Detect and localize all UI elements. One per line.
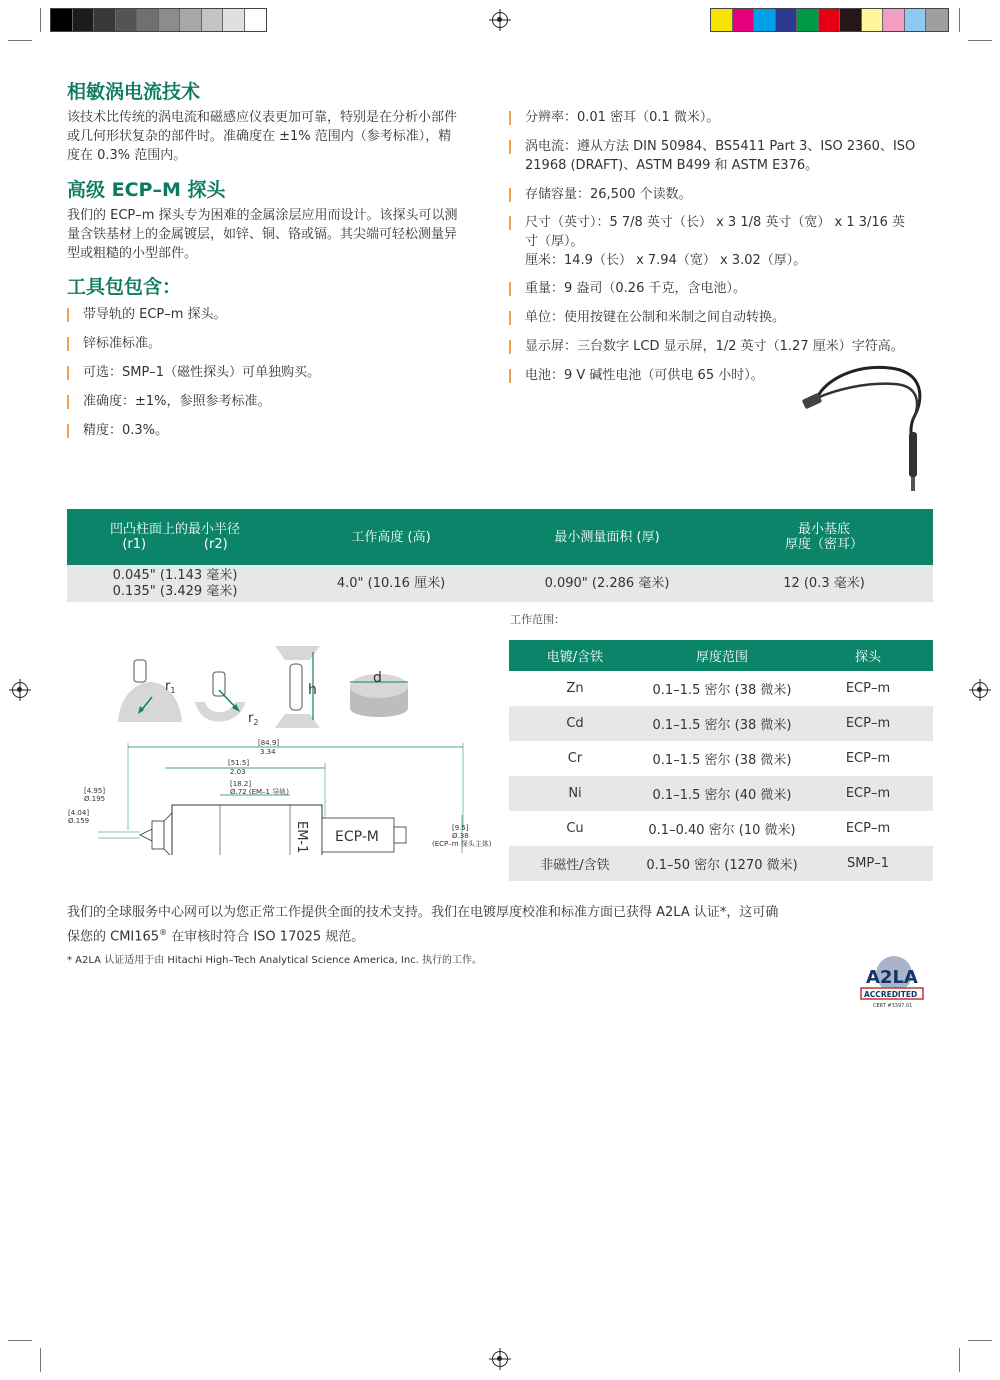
- kit-item: 准确度：±1%，参照参考标准。: [67, 392, 271, 411]
- range-table-header: [509, 640, 933, 671]
- color-swatch: [797, 9, 819, 31]
- range-table: [509, 640, 933, 881]
- gray-swatch: [116, 9, 138, 31]
- convex-surface-illustration: [118, 660, 182, 722]
- kit-item: 精度：0.3%。: [67, 421, 168, 440]
- text-span: 在审核时符合 ISO 17025 规范。: [167, 929, 365, 945]
- header-min-radius: [67, 509, 283, 565]
- crop-mark: [40, 1348, 41, 1372]
- color-swatch: [754, 9, 776, 31]
- header-probe: 探头: [803, 640, 933, 671]
- header-thickness: 厚度范围: [641, 640, 803, 671]
- dim-em-a: [18.2]: [230, 780, 252, 788]
- section-title-eddy-current: 相敏涡电流技术: [67, 81, 201, 103]
- concave-surface-illustration: [195, 672, 258, 727]
- dim-end-b: Ø.38: [452, 832, 469, 840]
- spec-table-header: [67, 509, 933, 565]
- color-swatch: [819, 9, 841, 31]
- h-label: h: [308, 682, 317, 698]
- text-line: 我们的全球服务中心网可以为您正常工作提供全面的技术支持。我们在电镀厚度校准和标准方面已获得 A2LA 认证*，这可确: [67, 905, 779, 920]
- text-line: 厘米：14.9（长） x 7.94（宽） x 3.02（厚）。: [525, 253, 807, 268]
- gray-swatch: [180, 9, 202, 31]
- em-1-label: EM-1: [294, 821, 309, 854]
- text-span: 保您的 CMI165: [67, 929, 160, 945]
- cell-text: 0.135" (3.429 毫米): [112, 583, 238, 599]
- spec-display: 显示屏：三台数字 LCD 显示屏，1/2 英寸（1.27 厘米）字符高。: [509, 337, 904, 356]
- text-line: 尺寸（英寸）：5 7/8 英寸（长） x 3 1/8 英寸（宽） x 1 3/16 英: [525, 215, 906, 230]
- registration-mark-icon: [972, 682, 988, 698]
- section-title-kit-contents: 工具包包含：: [67, 276, 182, 298]
- table-cell: 非磁性/含铁: [509, 846, 641, 881]
- spec-units: 单位：使用按键在公制和米制之间自动转换。: [509, 308, 785, 327]
- footnote: * A2LA 认证适用于由 Hitachi High–Tech Analytical Science America, Inc. 执行的工作。: [67, 955, 483, 966]
- spec-resolution: 分辨率：0.01 密耳（0.1 微米）。: [509, 108, 719, 127]
- header-text: 凹凸柱面上的最小半径: [109, 522, 240, 537]
- table-row: [509, 811, 933, 846]
- table-cell: 12 (0.3 毫米): [715, 565, 933, 602]
- crop-mark: [959, 8, 960, 32]
- table-cell: Ni: [509, 776, 641, 811]
- gray-swatch: [159, 9, 181, 31]
- table-cell: SMP–1: [803, 846, 933, 881]
- r1-label: $r_1$: [165, 679, 176, 695]
- grayscale-calibration-strip: [50, 8, 267, 32]
- crop-mark: [8, 40, 32, 41]
- text-line: 该技术比传统的涡电流和磁感应仪表更加可靠，特别是在分析小部件: [67, 110, 458, 125]
- dim-mid-a: [51.5]: [228, 759, 250, 767]
- spec-eddy-current: [509, 137, 915, 175]
- dim-tip1-a: [4.95]: [84, 787, 106, 795]
- range-label: 工作范围：: [510, 613, 565, 626]
- probe-dimension-drawing: [60, 735, 500, 855]
- color-swatch: [776, 9, 798, 31]
- text-line: 涡电流：遵从方法 DIN 50984、BS5411 Part 3、ISO 2360、ISO: [525, 139, 916, 154]
- dim-tip1-b: Ø.195: [84, 795, 106, 803]
- table-cell: ECP–m: [803, 776, 933, 811]
- d-label: d: [373, 670, 382, 686]
- text-line: 或几何形状复杂的部件时。准确度在 ±1% 范围内（参考标准），精: [67, 129, 452, 144]
- table-cell: ECP–m: [845, 681, 891, 696]
- disk-area-illustration: [350, 670, 408, 717]
- table-cell: 0.1–1.5 密尔 (38 微米): [652, 683, 792, 698]
- spec-battery: 电池：9 V 碱性电池（可供电 65 小时）。: [509, 366, 764, 385]
- table-row: [509, 846, 933, 881]
- work-height-illustration: [275, 646, 320, 728]
- gray-swatch: [94, 9, 116, 31]
- gray-swatch: [202, 9, 224, 31]
- color-swatch: [711, 9, 733, 31]
- section-body-ecp-m-probe: [67, 206, 497, 263]
- gray-swatch: [223, 9, 245, 31]
- service-note: [67, 903, 847, 947]
- table-cell: Zn: [566, 681, 584, 696]
- color-swatch: [862, 9, 884, 31]
- registration-mark-icon: [492, 12, 508, 28]
- header-min-substrate: [715, 509, 933, 565]
- table-cell: ECP–m: [845, 751, 891, 766]
- color-swatch: [840, 9, 862, 31]
- table-row: [509, 741, 933, 776]
- section-body-eddy-current: [67, 108, 497, 165]
- registration-mark-icon: [492, 1351, 508, 1367]
- header-text: 最小基底: [797, 522, 850, 537]
- kit-item: 可选：SMP–1（磁性探头）可单独购买。: [67, 363, 320, 382]
- table-cell: Cd: [509, 706, 641, 741]
- table-cell: 0.1–1.5 密尔 (38 微米): [641, 706, 803, 741]
- dim-mid-b: 2.03: [230, 768, 246, 776]
- spec-size: [509, 213, 905, 270]
- table-row: [67, 565, 933, 602]
- crop-mark: [968, 1340, 992, 1341]
- gray-swatch: [73, 9, 95, 31]
- dim-end-a: [9.5]: [452, 824, 469, 832]
- text-line: 21968 (DRAFT)、ASTM B499 和 ASTM E376。: [525, 158, 819, 173]
- dim-end-c: (ECP–m 探头主体): [432, 840, 492, 848]
- dim-tip2-b: Ø.159: [68, 817, 90, 825]
- table-cell: 0.1–1.5 密尔 (38 微米): [652, 753, 792, 768]
- crop-mark: [8, 1340, 32, 1341]
- table-cell: 4.0" (10.16 厘米): [283, 565, 499, 602]
- text-line: 度在 0.3% 范围内。: [67, 148, 187, 163]
- table-cell: Cu: [566, 821, 584, 836]
- kit-item: 锌标准标准。: [67, 334, 161, 353]
- dim-tip2-a: [4.04]: [68, 809, 90, 817]
- gray-swatch: [245, 9, 267, 31]
- table-cell: 0.1–0.40 密尔 (10 微米): [648, 823, 796, 838]
- table-row: [509, 776, 933, 811]
- header-min-area: 最小测量面积 (厚): [499, 509, 715, 565]
- spec-storage: 存储容量：26,500 个读数。: [509, 185, 692, 204]
- dim-em-b: Ø.72 (EM–1 导轨): [230, 788, 289, 796]
- table-cell: [67, 565, 283, 602]
- cell-text: 0.045" (1.143 毫米): [112, 567, 238, 583]
- accredited-text: ACCREDITED: [864, 990, 918, 999]
- cert-number: CERT #3397.01: [873, 1003, 913, 1009]
- crop-mark: [968, 40, 992, 41]
- table-row: [509, 706, 933, 741]
- a2la-mark: A2LA: [866, 967, 918, 988]
- header-work-height: 工作高度 (高): [283, 509, 499, 565]
- crop-mark: [40, 8, 41, 32]
- gray-swatch: [137, 9, 159, 31]
- dim-total-b: 3.34: [260, 748, 276, 756]
- spec-weight: 重量：9 盎司（0.26 千克，含电池）。: [509, 279, 746, 298]
- table-cell: Cr: [567, 751, 583, 766]
- dim-total-a: [84.9]: [258, 739, 280, 747]
- registration-mark-icon: [12, 682, 28, 698]
- probe-cable-image: [795, 360, 935, 495]
- crop-mark: [959, 1348, 960, 1372]
- registered-mark: ®: [159, 928, 168, 937]
- text-line: 我们的 ECP–m 探头专为困难的金属涂层应用而设计。该探头可以测: [67, 208, 458, 223]
- table-cell: 0.090" (2.286 毫米): [499, 565, 715, 602]
- header-text: (r1) (r2): [122, 537, 228, 552]
- table-cell: 0.1–50 密尔 (1270 微米): [641, 846, 803, 881]
- a2la-accredited-logo: [858, 952, 926, 1010]
- spec-table: [67, 509, 933, 602]
- color-swatch: [883, 9, 905, 31]
- table-cell: 0.1–1.5 密尔 (40 微米): [641, 776, 803, 811]
- color-swatch: [926, 9, 948, 31]
- color-swatch: [733, 9, 755, 31]
- kit-item: 带导轨的 ECP–m 探头。: [67, 305, 227, 324]
- table-row: [509, 671, 933, 706]
- text-line: 量含铁基材上的金属镀层，如锌、铜、铬或镉。其尖端可轻松测量异: [67, 227, 458, 242]
- gray-swatch: [51, 9, 73, 31]
- text-line: [67, 923, 847, 947]
- color-calibration-strip: [710, 8, 949, 32]
- measurement-geometry-diagram: [110, 642, 420, 732]
- ecp-m-label: ECP-M: [335, 829, 379, 845]
- color-swatch: [905, 9, 927, 31]
- table-cell: ECP–m: [803, 706, 933, 741]
- r2-label: $r_2$: [248, 711, 259, 727]
- header-text: 厚度（密耳）: [784, 537, 863, 552]
- text-line: 寸（厚）。: [525, 234, 584, 249]
- header-plating: 电镀/含铁: [509, 640, 641, 671]
- table-cell: ECP–m: [845, 821, 891, 836]
- section-title-ecp-m-probe: 高级 ECP–M 探头: [67, 179, 226, 201]
- text-line: 型或粗糙的小型部件。: [67, 246, 198, 261]
